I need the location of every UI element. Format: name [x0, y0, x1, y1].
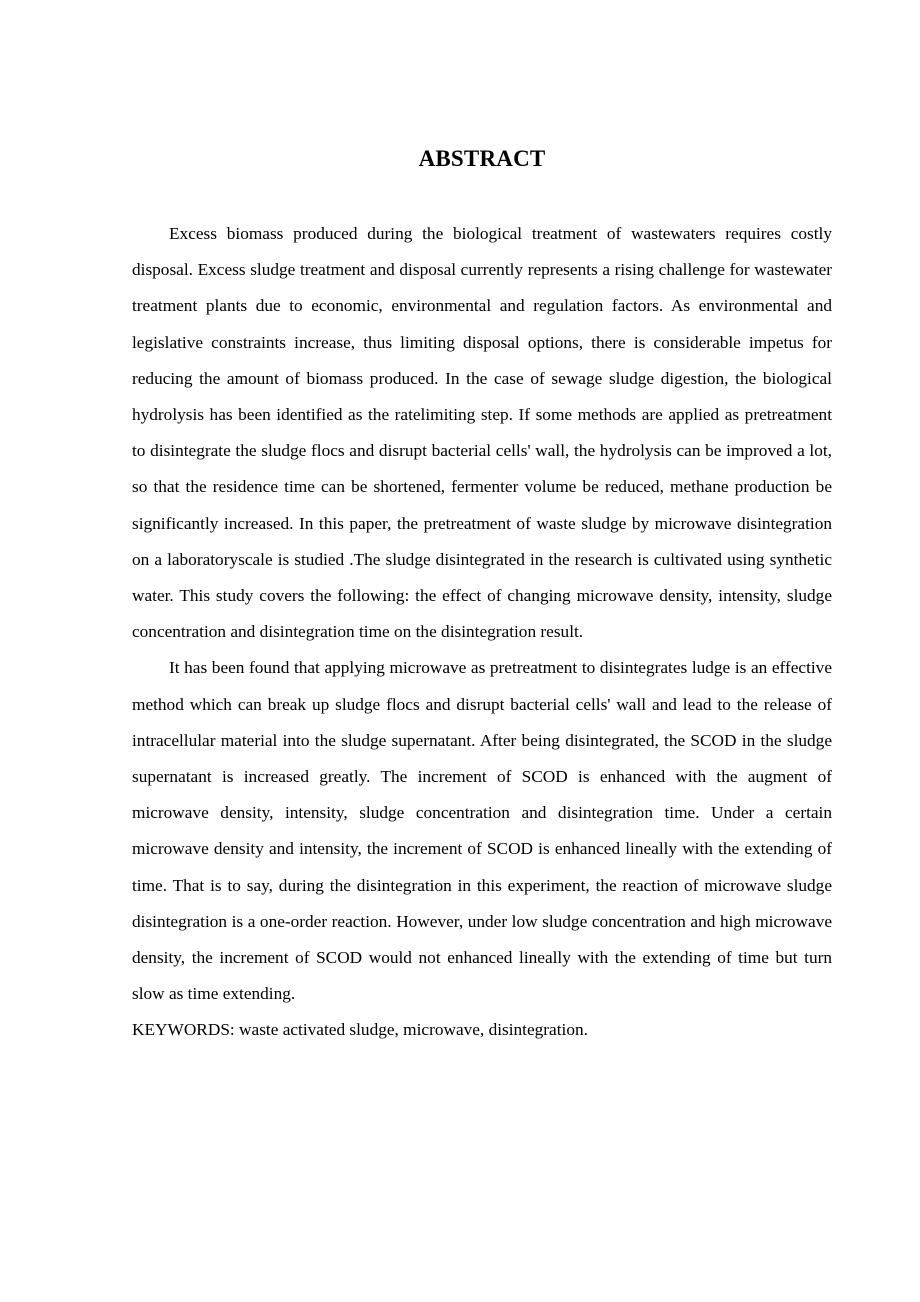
abstract-paragraph-2: It has been found that applying microwave as pretreatment to disintegrates ludge is an effective method which can break up sludge flocs and disrupt bacterial cells' wall and lead to the release of intracellular material into the sludge supernatant. After being disintegrated, the SCOD in the sludge supernatant is increased greatly. The increment of SCOD is enhanced with the augment of microwave density, intensity, sludge concentration and disintegration time. Under a certain microwave density and intensity, the increment of SCOD is enhanced lineally with the extending of time. That is to say, during the disintegration in this experiment, the reaction of microwave sludge disintegration is a one-order reaction. However, under low sludge concentration and high microwave density, the increment of SCOD would not enhanced lineally with the extending of time but turn slow as time extending.	[132, 658, 832, 1004]
abstract-title: ABSTRACT	[418, 146, 546, 171]
keywords-line: KEYWORDS: waste activated sludge, microwave, disintegration.	[132, 1020, 588, 1040]
abstract-paragraph-1: Excess biomass produced during the biological treatment of wastewaters requires costly disposal. Excess sludge treatment and disposal currently represents a rising challenge for wastewater treatment plants due to economic, environmental and regulation factors. As environmental and legislative constraints increase, thus limiting disposal options, there is considerable impetus for reducing the amount of biomass produced. In the case of sewage sludge digestion, the biological hydrolysis has been identified as the ratelimiting step. If some methods are applied as pretreatment to disintegrate the sludge flocs and disrupt bacterial cells' wall, the hydrolysis can be improved a lot, so that the residence time can be shortened, fermenter volume be reduced, methane production be significantly increased. In this paper, the pretreatment of waste sludge by microwave disintegration on a laboratoryscale is studied .The sludge disintegrated in the research is cultivated using synthetic water. This study covers the following: the effect of changing microwave density, intensity, sludge concentration and disintegration time on the disintegration result.	[132, 224, 832, 642]
abstract-body	[132, 216, 832, 1049]
